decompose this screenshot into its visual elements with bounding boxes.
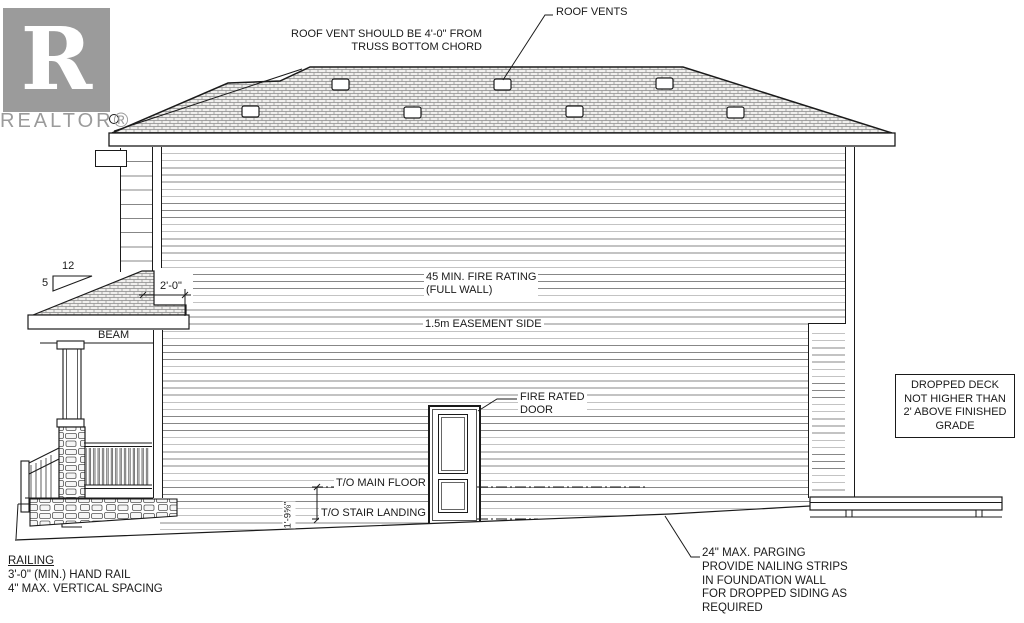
fire-rating-line1: 45 MIN. FIRE RATING — [426, 271, 537, 283]
roof-pitch-triangle — [53, 276, 92, 291]
porch-railing — [84, 443, 152, 489]
realtor-wordmark: REALTOR® — [0, 110, 132, 132]
fire-rating-line2: (FULL WALL) — [426, 283, 493, 296]
stone-skirt — [30, 499, 177, 526]
railing-note-title: RAILING — [8, 555, 55, 567]
pitch-run-label: 12 — [62, 260, 75, 272]
fire-door-label — [518, 391, 587, 416]
roof-surface — [112, 67, 892, 133]
roof-vents-label: ROOF VENTS — [556, 6, 628, 18]
fire-door-line1: FIRE RATED — [520, 391, 585, 403]
roof-vent-note-line1: ROOF VENT SHOULD BE 4'-0" FROM — [291, 28, 482, 40]
parging-line3: IN FOUNDATION WALL — [702, 574, 826, 587]
parging-line5: REQUIRED — [702, 602, 763, 615]
railing-note-line1: 3'-0" (MIN.) HAND RAIL — [8, 568, 131, 581]
parging-line2: PROVIDE NAILING STRIPS — [702, 560, 848, 573]
stone-pier — [59, 427, 85, 498]
roof-vent-note-line2: TRUSS BOTTOM CHORD — [351, 40, 482, 53]
porch — [16, 341, 177, 539]
easement-label: 1.5m EASEMENT SIDE — [425, 318, 542, 330]
column-capital — [57, 341, 84, 349]
fire-door-line2: DOOR — [520, 403, 553, 416]
fire-door-leader — [478, 399, 517, 411]
main-floor-label: T/O MAIN FLOOR — [336, 477, 426, 489]
roof-vent-note — [288, 28, 482, 53]
railing-note-line2: 4" MAX. VERTICAL SPACING — [8, 582, 163, 595]
column-shaft — [63, 349, 81, 419]
column-base — [57, 419, 84, 427]
dropped-deck-line4: GRADE — [935, 419, 975, 432]
dropped-deck-note — [895, 374, 1015, 438]
pitch-rise-label: 5 — [42, 277, 49, 289]
stair-dimension-label: 1'-9⅝" — [282, 501, 294, 529]
fire-rating-label — [424, 271, 538, 296]
beam-label: BEAM — [98, 329, 130, 341]
realtor-logo — [3, 8, 110, 112]
realtor-logo-letter: R — [20, 9, 93, 110]
stair-landing-label: T/O STAIR LANDING — [321, 507, 426, 519]
fascia — [109, 133, 895, 146]
dropped-deck-line2: NOT HIGHER THAN — [904, 392, 1006, 405]
railing-note — [8, 555, 163, 596]
parging-line1: 24" MAX. PARGING — [702, 547, 806, 559]
parging-note — [702, 547, 848, 616]
main-roof — [109, 67, 895, 146]
dropped-deck-line3: 2' ABOVE FINISHED — [903, 406, 1007, 418]
dropped-deck-line1: DROPPED DECK — [910, 379, 1000, 391]
overhang-dimension-label: 2'-0" — [160, 280, 182, 292]
parging-line4: FOR DROPPED SIDING AS — [702, 588, 848, 601]
porch-fascia — [28, 315, 189, 329]
